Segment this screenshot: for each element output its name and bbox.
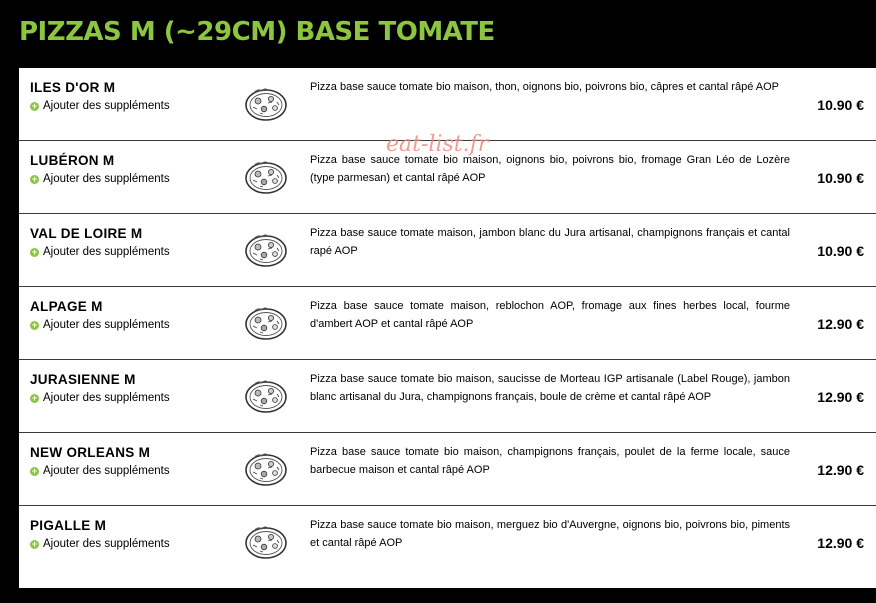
item-price: 12.90 € xyxy=(817,462,864,478)
item-price: 10.90 € xyxy=(817,97,864,113)
add-supplements-link[interactable] xyxy=(30,100,170,112)
item-description: Pizza base sauce tomate maison, jambon blanc du Jura artisanal, champignons français et cantal rapé AOP xyxy=(310,227,790,257)
menu-item xyxy=(19,141,876,214)
item-name: ILES D'OR M xyxy=(30,80,116,95)
item-price: 12.90 € xyxy=(817,535,864,551)
item-price: 12.90 € xyxy=(817,316,864,332)
item-price: 10.90 € xyxy=(817,243,864,259)
plus-circle-icon: + xyxy=(31,538,38,549)
pizza-icon xyxy=(244,523,288,561)
add-supplements-link[interactable] xyxy=(30,246,170,258)
add-supplements-label: Ajouter des suppléments xyxy=(43,538,170,550)
item-description: Pizza base sauce tomate bio maison, oignons bio, poivrons bio, fromage Gran Léo de Lozère (type parmesan) et cantal râpé AOP xyxy=(310,154,790,184)
menu-item xyxy=(19,287,876,360)
item-description: Pizza base sauce tomate bio maison, thon, oignons bio, poivrons bio, câpres et cantal râpé AOP xyxy=(310,81,779,93)
menu-item xyxy=(19,433,876,506)
item-name: JURASIENNE M xyxy=(30,372,136,387)
item-name: ALPAGE M xyxy=(30,299,103,314)
pizza-icon xyxy=(244,158,288,196)
item-description: Pizza base sauce tomate bio maison, merguez bio d'Auvergne, oignons bio, poivrons bio, piments et cantal râpé AOP xyxy=(310,519,790,549)
menu-item xyxy=(19,506,876,579)
plus-circle-icon: + xyxy=(31,100,38,111)
add-supplements-label: Ajouter des suppléments xyxy=(43,173,170,185)
menu-list xyxy=(19,68,876,588)
pizza-icon xyxy=(244,231,288,269)
plus-circle-icon: + xyxy=(31,246,38,257)
item-name: LUBÉRON M xyxy=(30,153,115,168)
plus-circle-icon: + xyxy=(31,392,38,403)
menu-item xyxy=(19,214,876,287)
item-name: VAL DE LOIRE M xyxy=(30,226,143,241)
page-title: PIZZAS M (~29CM) BASE TOMATE xyxy=(19,17,495,47)
pizza-icon xyxy=(244,304,288,342)
add-supplements-label: Ajouter des suppléments xyxy=(43,100,170,112)
pizza-icon xyxy=(244,85,288,123)
add-supplements-link[interactable] xyxy=(30,465,170,477)
add-supplements-label: Ajouter des suppléments xyxy=(43,246,170,258)
pizza-icon xyxy=(244,377,288,415)
add-supplements-link[interactable] xyxy=(30,538,170,550)
item-description: Pizza base sauce tomate maison, reblochon AOP, fromage aux fines herbes local, fourme d'ambert AOP et cantal râpé AOP xyxy=(310,300,790,330)
plus-circle-icon: + xyxy=(31,173,38,184)
add-supplements-label: Ajouter des suppléments xyxy=(43,392,170,404)
item-name: PIGALLE M xyxy=(30,518,107,533)
watermark: eat-list.fr xyxy=(386,132,489,157)
add-supplements-link[interactable] xyxy=(30,392,170,404)
item-description: Pizza base sauce tomate bio maison, saucisse de Morteau IGP artisanale (Label Rouge), jambon blanc artisanal du Jura, champignons français, boule de crème et cantal râpé AOP xyxy=(310,373,790,403)
item-name: NEW ORLEANS M xyxy=(30,445,151,460)
pizza-icon xyxy=(244,450,288,488)
item-price: 12.90 € xyxy=(817,389,864,405)
plus-circle-icon: + xyxy=(31,319,38,330)
menu-item xyxy=(19,360,876,433)
add-supplements-label: Ajouter des suppléments xyxy=(43,465,170,477)
item-description: Pizza base sauce tomate bio maison, champignons français, poulet de la ferme locale, sauce barbecue maison et cantal râpé AOP xyxy=(310,446,790,476)
plus-circle-icon: + xyxy=(31,465,38,476)
add-supplements-link[interactable] xyxy=(30,319,170,331)
item-price: 10.90 € xyxy=(817,170,864,186)
menu-item xyxy=(19,68,876,141)
add-supplements-link[interactable] xyxy=(30,173,170,185)
add-supplements-label: Ajouter des suppléments xyxy=(43,319,170,331)
